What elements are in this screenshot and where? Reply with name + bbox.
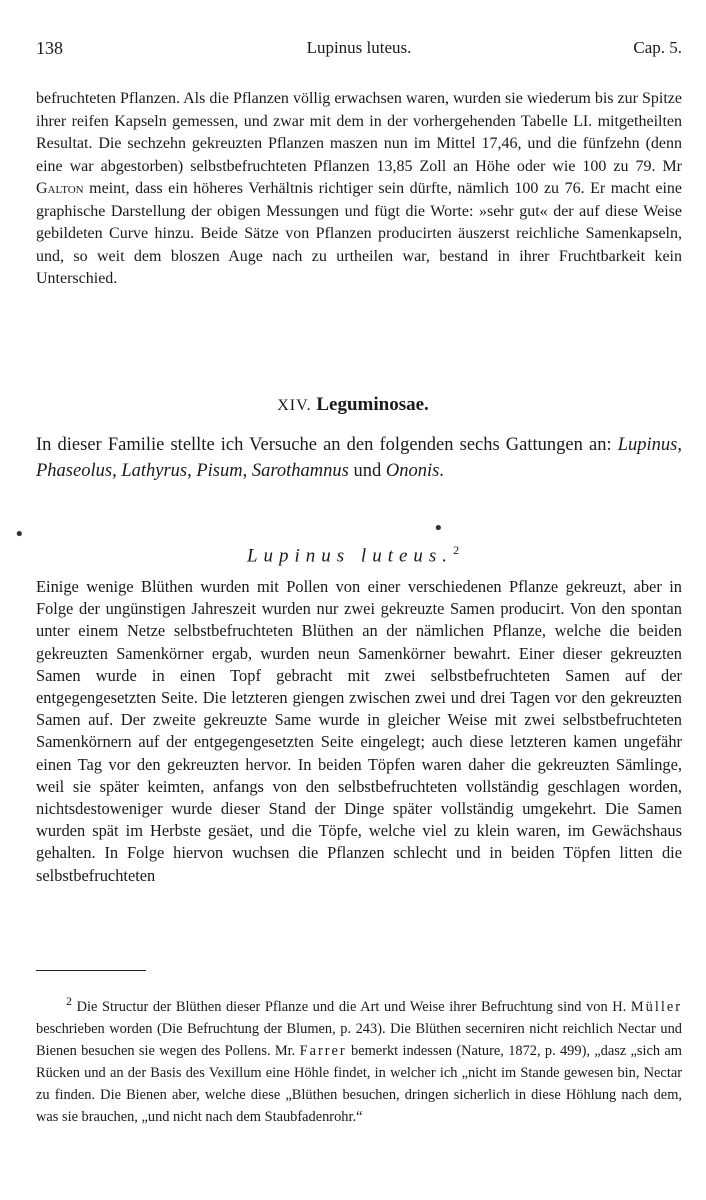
footnote-reference: 2: [453, 543, 460, 557]
page-number: 138: [36, 38, 63, 58]
para1-text-b: meint, dass ein höheres Verhältnis richtiger sein dürfte, nämlich 100 zu 76. Er macht eine graphische Darstellung der obigen Messungen und fügt die Worte: »sehr gut« der auf diese Weise gebildeten Curve hinzu. Beide Sätze von Pflanzen producirten äuszerst reichliche Samenkapseln, und, so weit dem bloszen Auge nach zu urtheilen war, bestand in ihrer Fruchtbarkeit kein Unterschied.: [36, 180, 682, 287]
running-title: Lupinus luteus.: [306, 38, 412, 57]
conjunction: und: [348, 461, 386, 481]
section-heading: [0, 394, 706, 416]
footnote-text-c: bemerkt indessen (Nature, 1872, p. 499), „dasz „sich am Rücken und an der Basis des Vexillum eine Höhle findet, in welcher ich „nicht im Stande gewesen bin, Nectar zu finden. Die Bienen aber, welche diese „Blüthen besuchen, dringen sicherlich in diese Höhlung nach dem, was sie brauchen, „und nicht nach dem Staubfadenrohr.“: [36, 1042, 682, 1125]
section-number: XIV.: [277, 397, 312, 414]
genus-phaseolus: Phaseolus: [36, 461, 113, 481]
running-header: [36, 38, 682, 62]
genus-sarothamnus: Sarothamnus: [251, 461, 349, 481]
separator: ,: [677, 435, 682, 455]
author-muller: Müller: [630, 998, 682, 1015]
genus-lupinus: Lupinus: [617, 435, 678, 455]
genus-ononis: Ononis: [385, 461, 440, 481]
footnote-text-b: beschrieben worden (Die Befruchtung der Blumen, p. 243). Die Blüthen secerniren nicht reichlich Nectar und Bienen besuchen sie wegen des Pollens. Mr.: [36, 1020, 682, 1059]
author-farrer: Farrer: [299, 1042, 347, 1059]
species-title: Lupinus luteus.: [246, 545, 454, 567]
separator: ,: [187, 461, 197, 481]
species-heading: [0, 543, 706, 567]
intro-text: In dieser Familie stellte ich Versuche an den folgenden sechs Gattungen an:: [36, 435, 618, 455]
experiment-paragraph: Einige wenige Blüthen wurden mit Pollen von einer verschiedenen Pflanze gekreuzt, aber in Folge der ungünstigen Jahreszeit wurden nur zwei gekreuzte Samen producirt. Von den spontan unter einem Netze selbstbefruchteten Blüthen an der nämlichen Pflanze, welche die beiden gekreuzten Samenkörner ergab, wurden neun Samenkörner bewahrt. Einer dieser gekreuzten Samen wurde in einen Topf gebracht mit zwei selbstbefruchteten Samen auf der entgegengesetzten Seite. Die letzteren giengen zwischen zwei und drei Tagen vor den gekreuzten Samen auf. Der zweite gekreuzte Same wurde in gleicher Weise mit zwei selbstbefruchteten Samenkörnern auf der entgegengesetzten Seite eingelegt; auch diese letzteren kamen ungefähr einen Tag vor den gekreuzten hervor. In beiden Töpfen waren daher die gekreuzten Sämlinge, weil sie später keimten, anfangs von den selbstbefruchteten vollständig geschlagen worden, nichtsdestoweniger wurde dieser Stand der Dinge später vollständig umgekehrt. Die Samen wurden spät im Herbste gesäet, und die Töpfe, welche viel zu klein waren, im Gewächshaus gehalten. In Folge hiervon wuchsen die Pflanzen schlecht und in beiden Töpfen litten die selbstbefruchteten: [36, 577, 682, 885]
paragraph-continuation: [36, 88, 682, 291]
genus-lathyrus: Lathyrus: [121, 461, 188, 481]
footnote-rule: [36, 970, 146, 971]
footnote: [36, 990, 682, 1128]
section-name: Leguminosae.: [316, 394, 429, 415]
family-intro-paragraph: [36, 432, 682, 484]
separator: ,: [112, 461, 122, 481]
para1-text-a: befruchteten Pflanzen. Als die Pflanzen völlig erwachsen waren, wurden sie wiederum bis zur Spitze ihrer reifen Kapseln gemessen, und zwar mit dem in der vorhergehenden Tabelle LI. mitgetheilten Resultat. Die sechzehn gekreuzten Pflanzen maszen nun im Mittel 17,46, und die fünfzehn (denn eine war abgestorben) selbstbefruchteten Pflanzen 13,85 Zoll an Höhe oder wie 100 zu 79. Mr: [36, 90, 682, 175]
print-dot: •: [433, 518, 444, 539]
chapter-label: Cap. 5.: [633, 38, 682, 57]
genus-pisum: Pisum: [196, 461, 243, 481]
author-galton: Galton: [36, 180, 84, 197]
footnote-text-a: Die Structur der Blüthen dieser Pflanze und die Art und Weise ihrer Befruchtung sind von H.: [72, 998, 631, 1015]
footnote-mark: 2: [66, 994, 72, 1008]
margin-dot: •: [14, 524, 25, 545]
period: .: [439, 461, 444, 481]
separator: ,: [242, 461, 252, 481]
